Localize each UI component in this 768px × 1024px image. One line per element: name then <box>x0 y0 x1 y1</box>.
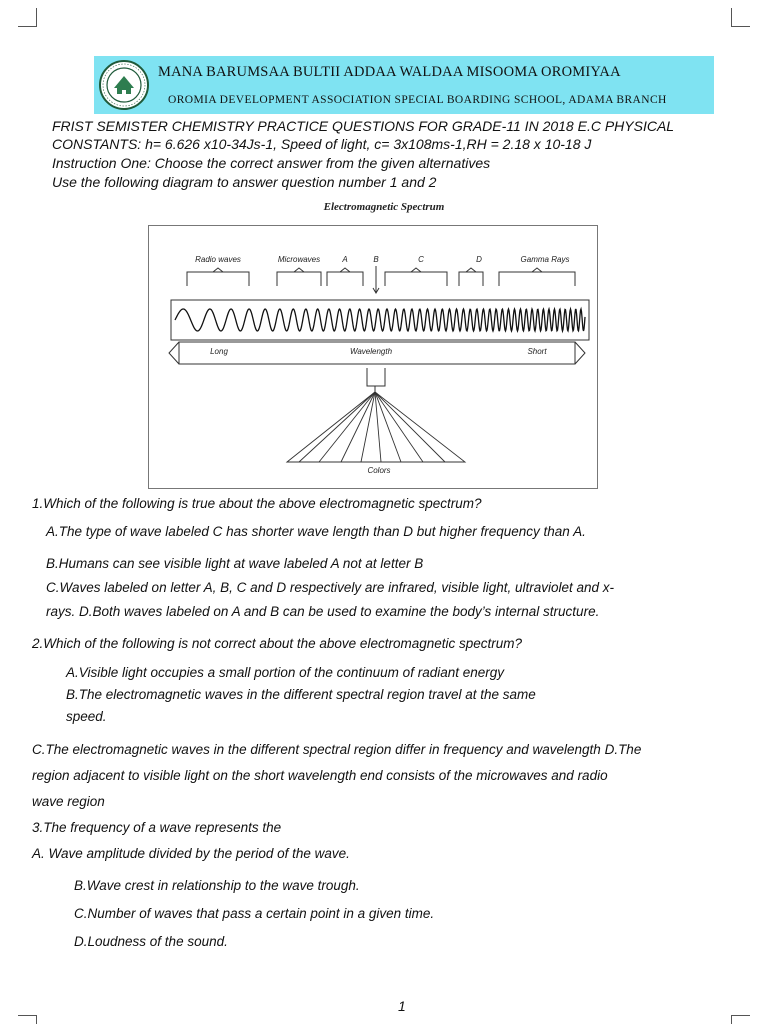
q2-option-c-line1: C.The electromagnetic waves in the different spectral region differ in frequency and wavelength D.The <box>32 742 642 757</box>
q1-option-b: B.Humans can see visible light at wave labeled A not at letter B <box>46 556 424 571</box>
q2-option-c-line3: wave region <box>32 794 105 809</box>
label-short: Short <box>527 347 547 356</box>
exam-title: FRIST SEMISTER CHEMISTRY PRACTICE QUESTIONS FOR GRADE-11 IN 2018 E.C PHYSICAL <box>52 118 675 134</box>
label-d: D <box>476 255 482 264</box>
em-spectrum-diagram <box>148 225 598 489</box>
crop-mark-top-right <box>731 8 750 27</box>
em-spectrum-drawing <box>149 226 597 488</box>
label-b: B <box>373 255 379 264</box>
label-wavelength: Wavelength <box>349 347 393 356</box>
q2-option-b-line2: speed. <box>66 709 107 724</box>
q3-stem: 3.The frequency of a wave represents the <box>32 820 282 835</box>
physical-constants: CONSTANTS: h= 6.626 x10-34Js-1, Speed of light, c= 3x108ms-1,RH = 2.18 x 10-18 J <box>52 136 592 152</box>
q2-option-a: A.Visible light occupies a small portion of the continuum of radiant energy <box>66 665 504 680</box>
q1-stem: 1.Which of the following is true about the above electromagnetic spectrum? <box>32 496 482 511</box>
banner-oromo-name: MANA BARUMSAA BULTII ADDAA WALDAA MISOOMA OROMIYAA <box>158 64 621 80</box>
diagram-note: Use the following diagram to answer question number 1 and 2 <box>52 174 437 190</box>
instruction-text: Instruction One: Choose the correct answer from the given alternatives <box>52 155 491 171</box>
q1-option-c-line2: rays. D.Both waves labeled on A and B can be used to examine the body’s internal structure. <box>46 604 600 619</box>
figure-title: Electromagnetic Spectrum <box>323 201 445 213</box>
q2-option-c-line2: region adjacent to visible light on the short wavelength end consists of the microwaves and radio <box>32 768 608 783</box>
label-radio-waves: Radio waves <box>195 255 241 264</box>
page-number: 1 <box>398 998 406 1014</box>
crop-mark-bottom-right <box>731 1015 750 1024</box>
school-seal-icon <box>98 58 150 112</box>
label-gamma-rays: Gamma Rays <box>520 255 570 264</box>
q2-option-b-line1: B.The electromagnetic waves in the different spectral region travel at the same <box>66 687 536 702</box>
crop-mark-top-left <box>18 8 37 27</box>
q3-option-d: D.Loudness of the sound. <box>74 934 228 949</box>
q1-option-a: A.The type of wave labeled C has shorter wave length than D but higher frequency than A. <box>46 524 586 539</box>
label-microwaves: Microwaves <box>277 255 321 264</box>
q1-option-c-line1: C.Waves labeled on letter A, B, C and D respectively are infrared, visible light, ultraviolet and x- <box>46 580 615 595</box>
q2-stem: 2.Which of the following is not correct about the above electromagnetic spectrum? <box>32 636 523 651</box>
q3-option-b: B.Wave crest in relationship to the wave trough. <box>74 878 360 893</box>
crop-mark-bottom-left <box>18 1015 37 1024</box>
q3-option-a: A. Wave amplitude divided by the period of the wave. <box>32 846 350 861</box>
em-wave-line <box>175 309 585 331</box>
banner-english-name: OROMIA DEVELOPMENT ASSOCIATION SPECIAL BOARDING SCHOOL, ADAMA BRANCH <box>168 94 667 106</box>
label-a: A <box>342 255 348 264</box>
school-banner <box>94 56 714 114</box>
label-c: C <box>418 255 424 264</box>
label-long: Long <box>210 347 228 356</box>
label-colors: Colors <box>367 466 391 475</box>
q3-option-c: C.Number of waves that pass a certain point in a given time. <box>74 906 435 921</box>
